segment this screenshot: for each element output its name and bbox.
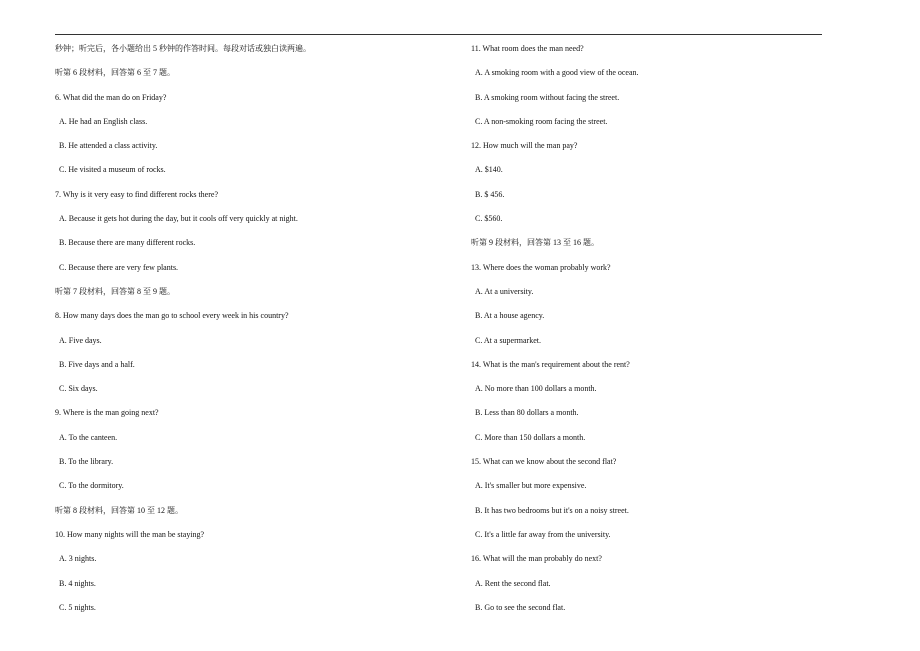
left-column: [55, 42, 455, 625]
answer-option: C. Because there are very few plants.: [59, 262, 179, 272]
answer-option: A. Five days.: [59, 335, 102, 345]
answer-option: A. At a university.: [475, 286, 534, 296]
answer-option: C. He visited a museum of rocks.: [59, 165, 166, 175]
answer-option: B. To the library.: [59, 457, 114, 467]
question-text: 9. Where is the man going next?: [55, 408, 159, 418]
answer-option: C. It's a little far away from the university.: [475, 529, 611, 539]
answer-option: C. A non-smoking room facing the street.: [475, 116, 608, 126]
question-text: 13. Where does the woman probably work?: [471, 262, 611, 272]
section-instruction: 听第 8 段材料，回答第 10 至 12 题。: [55, 505, 183, 515]
question-text: 16. What will the man probably do next?: [471, 554, 602, 564]
answer-option: A. A smoking room with a good view of the ocean.: [475, 68, 639, 78]
answer-option: B. Five days and a half.: [59, 359, 135, 369]
question-text: 12. How much will the man pay?: [471, 141, 578, 151]
answer-option: B. He attended a class activity.: [59, 141, 158, 151]
section-instruction: 听第 9 段材料，回答第 13 至 16 题。: [471, 238, 599, 248]
answer-option: A. 3 nights.: [59, 554, 97, 564]
question-text: 6. What did the man do on Friday?: [55, 92, 167, 102]
question-text: 11. What room does the man need?: [471, 44, 584, 53]
answer-option: B. A smoking room without facing the street.: [475, 92, 620, 102]
answer-option: A. To the canteen.: [59, 432, 118, 442]
section-instruction: 听第 7 段材料，回答第 8 至 9 题。: [55, 286, 175, 296]
question-text: 14. What is the man's requirement about the rent?: [471, 359, 630, 369]
answer-option: A. He had an English class.: [59, 116, 148, 126]
answer-option: A. $140.: [475, 165, 503, 175]
answer-option: B. Less than 80 dollars a month.: [475, 408, 579, 418]
answer-option: C. 5 nights.: [59, 602, 96, 612]
answer-option: A. Because it gets hot during the day, but it cools off very quickly at night.: [59, 214, 298, 224]
header-rule: [55, 34, 822, 35]
answer-option: C. At a supermarket.: [475, 335, 541, 345]
answer-option: C. $560.: [475, 214, 503, 224]
answer-option: B. Go to see the second flat.: [475, 602, 566, 612]
answer-option: B. Because there are many different rocks.: [59, 238, 196, 248]
answer-option: B. $ 456.: [475, 189, 505, 199]
answer-option: B. At a house agency.: [475, 311, 545, 321]
question-text: 8. How many days does the man go to school every week in his country?: [55, 311, 289, 321]
answer-option: C. More than 150 dollars a month.: [475, 432, 586, 442]
answer-option: B. 4 nights.: [59, 578, 96, 588]
question-text: 10. How many nights will the man be staying?: [55, 529, 205, 539]
right-column: [471, 42, 871, 625]
question-text: 7. Why is it very easy to find different rocks there?: [55, 189, 218, 199]
answer-option: C. Six days.: [59, 384, 98, 394]
answer-option: A. No more than 100 dollars a month.: [475, 384, 597, 394]
answer-option: C. To the dormitory.: [59, 481, 124, 491]
answer-option: A. It's smaller but more expensive.: [475, 481, 587, 491]
section-instruction: 听第 6 段材料，回答第 6 至 7 题。: [55, 68, 175, 78]
answer-option: A. Rent the second flat.: [475, 578, 551, 588]
question-text: 15. What can we know about the second flat?: [471, 457, 617, 467]
section-instruction: 秒钟；听完后，各小题给出 5 秒钟的作答时间。每段对话或独白读两遍。: [55, 44, 311, 53]
answer-option: B. It has two bedrooms but it's on a noisy street.: [475, 505, 629, 515]
